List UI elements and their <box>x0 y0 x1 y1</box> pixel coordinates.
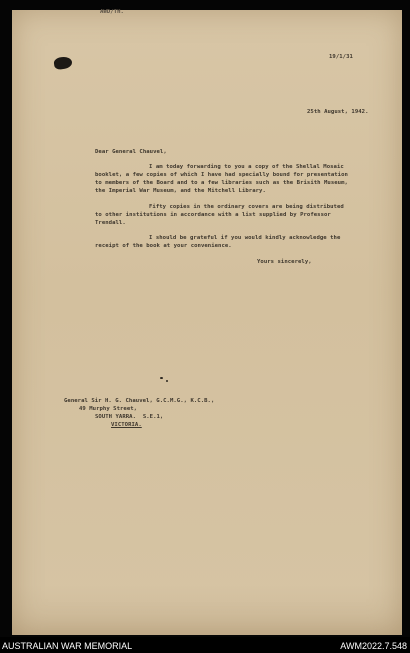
paragraph-1-line-4: the Imperial War Museum, and the Mitchell Library. <box>95 188 266 194</box>
footer-accession-number: AWM2022.7.548 <box>340 641 407 651</box>
paragraph-2-line-1: Fifty copies in the ordinary covers are being distributed <box>149 204 344 210</box>
ink-speck <box>166 380 168 382</box>
address-line-3: SOUTH YARRA. S.E.1, <box>95 414 164 420</box>
paragraph-2-line-2: to other institutions in accordance with a list supplied by Professor <box>95 212 331 218</box>
letter-page <box>12 10 402 635</box>
footer-institution: AUSTRALIAN WAR MEMORIAL <box>2 641 133 651</box>
address-line-2: 49 Murphy Street, <box>79 406 138 412</box>
paragraph-1-line-1: I am today forwarding to you a copy of the Shellal Mosaic <box>149 164 344 170</box>
letter-date: 25th August, 1942. <box>307 109 369 115</box>
closing: Yours sincerely, <box>257 259 312 265</box>
address-line-1: General Sir H. G. Chauvel, G.C.M.G., K.C.B., <box>64 398 215 404</box>
address-line-4: VICTORIA. <box>111 422 142 428</box>
paragraph-3-line-2: receipt of the book at your convenience. <box>95 243 232 249</box>
paragraph-3-line-1: I should be grateful if you would kindly acknowledge the <box>149 235 341 241</box>
reference-initials: AWD/TH. <box>100 9 124 15</box>
paragraph-2-line-3: Trendall. <box>95 220 126 226</box>
file-number: 19/1/31 <box>329 54 353 60</box>
paragraph-1-line-3: to members of the Board and to a few libraries such as the Brisith Museum, <box>95 180 348 186</box>
ink-speck <box>160 377 163 379</box>
paragraph-1-line-2: booklet, a few copies of which I have had specially bound for presentation <box>95 172 348 178</box>
punch-hole <box>53 56 72 70</box>
salutation: Dear General Chauvel, <box>95 149 167 155</box>
